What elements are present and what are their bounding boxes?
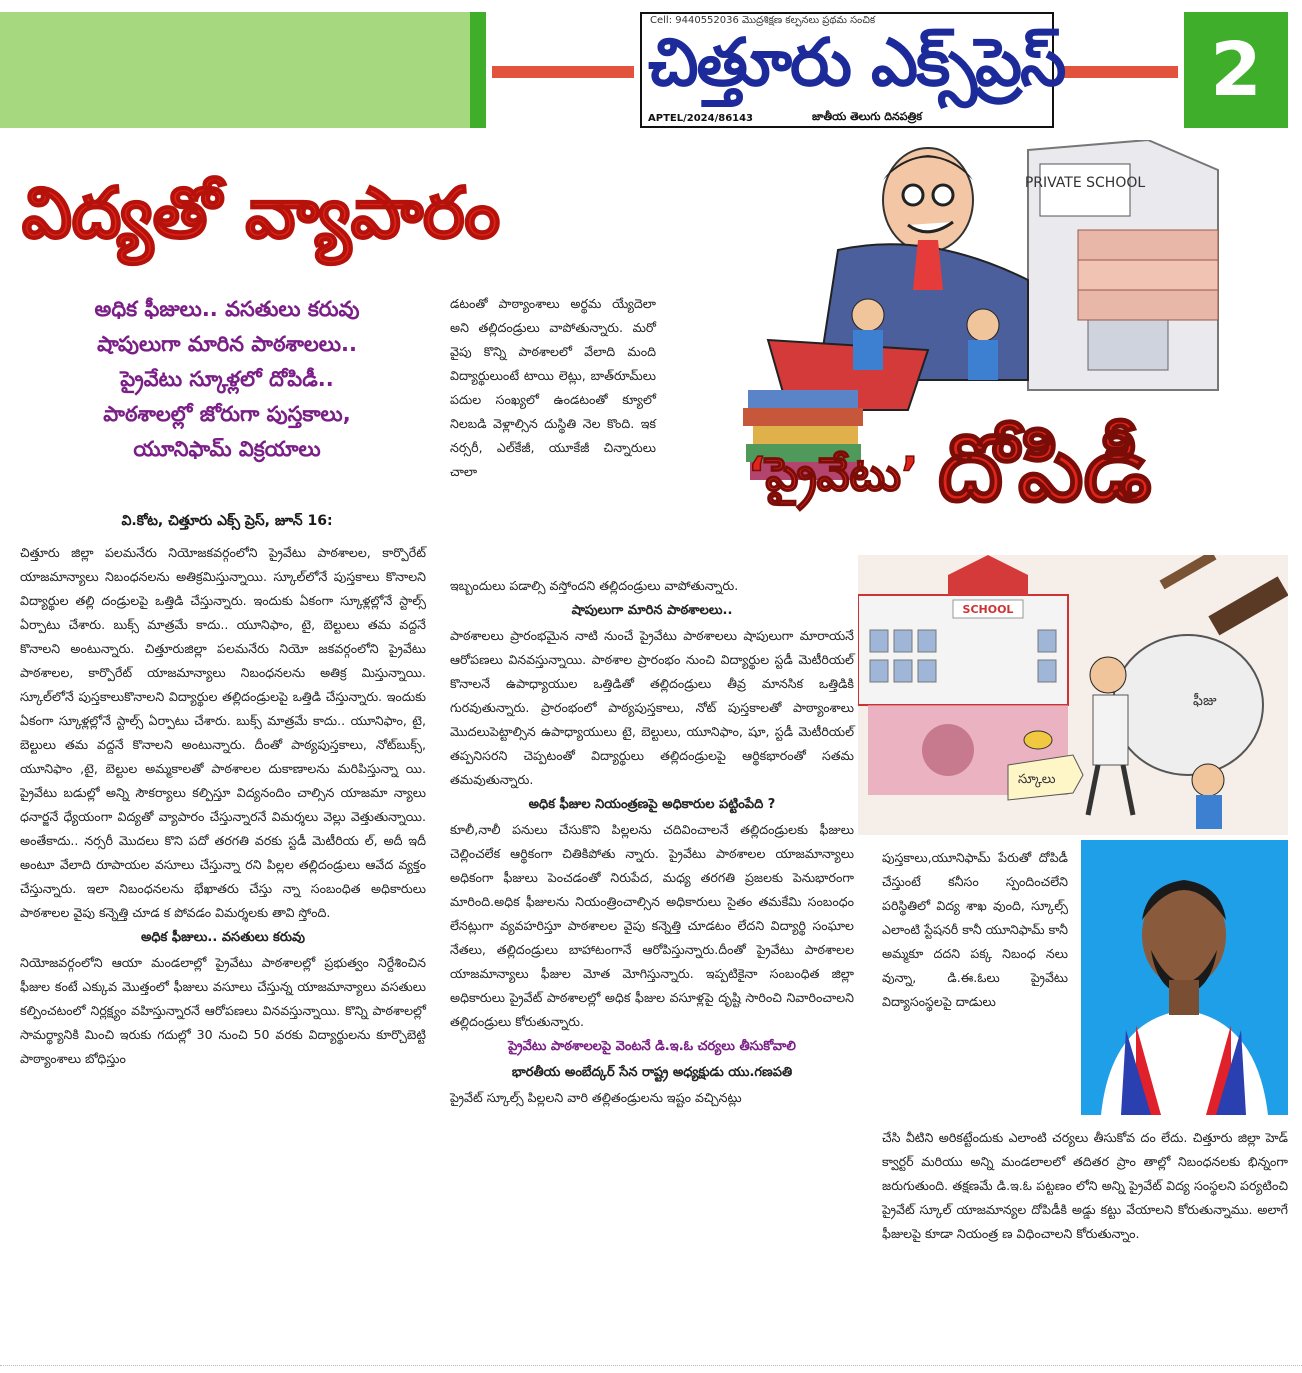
arrow-sign-label: స్కూలు: [1018, 772, 1056, 787]
paragraph: పాఠశాలలు ప్రారంభమైన నాటి నుంచే ప్రైవేటు పాఠశాలలు షాపులుగా మారాయనే ఆరోపణలు వినవస్తున్నాయి. పాఠశాల ప్రారంభం నుంచి విద్యార్థుల స్టడీ మెటీరియల్ కొనాలనే ఉపాధ్యాయుల ఒత్తిడితో తల్లిదండ్రులు తీవ్ర మానసిక ఒత్తిడికి గురవుతున్నారు. ప్రారంభంలో పాఠ్యపుస్తకాలు, నోట్ పుస్తకాలతో పాఠ్యాంశాలు మొదలుపెట్టాల్సిన ఉపాధ్యాయులు టై, బెల్టులు, యూనిఫాం, షూ, స్టడీ మెటీరియల్ తప్పనిసరని చెప్పటంతో విద్యార్థులు తల్లిదండ్రులపై ఆర్థికభారంతో సతమ తమవుతున్నారు.: [450, 628, 854, 787]
masthead-tagline: జాతీయ తెలుగు దినపత్రిక: [812, 110, 922, 123]
bottom-dotted-rule: [0, 1365, 1302, 1368]
section-subhead: అధిక ఫీజులు.. వసతులు కరువు: [140, 930, 306, 945]
school-sign: SCHOOL: [962, 603, 1014, 616]
school-sign-label: PRIVATE SCHOOL: [1024, 175, 1146, 191]
article-headline: విద్యతో వ్యాపారం: [22, 172, 501, 254]
paragraph: డటంతో పాఠ్యాంశాలు అర్థమ య్యేదెలా అని తల్లిదండ్రులు వాపోతున్నారు. మరో వైపు కొన్ని పాఠశాలలో వేలాది మంది విద్యార్థులుంటే టాయి లెట్లు, బాత్‌రూమ్‌లు పదుల సంఖ్యలో ఉండటంతో క్యూలో నిలబడి వెళ్లాల్సిన దుస్థితి నెల కొంది. ఇక నర్సరీ, ఎల్‌కేజీ, యూకేజీ చిన్నారులు చాలా: [450, 296, 656, 479]
section-subhead: ప్రైవేటు పాఠశాలలపై వెంటనే డి.ఇ.ఓ చర్యలు తీసుకోవాలి: [508, 1039, 796, 1054]
ganapathi-photo: [1081, 840, 1288, 1115]
page-number: 2: [1184, 12, 1288, 128]
paragraph: కూలీ,నాలీ పనులు చేసుకొని పిల్లలను చదివించాలనే తల్లిదండ్రులకు ఫీజులు చెల్లించలేక ఆర్థికంగా చితికిపోతు న్నారు. ప్రైవేటు పాఠశాలల యాజమాన్యాలు అధికంగా ఫీజులు పెంచడంతో నిరుపేద, మధ్య తరగతి ప్రజలకు పెనుభారంగా మారింది.అధిక ఫీజులను నియంత్రించాల్సిన అధికారులు సైతం తమకేమి సంబంధం లేనట్లుగా వ్యవహరిస్తూ పాఠశాలల వైపు కన్నెత్తి చూడటం లేదని విద్యార్థి సంఘాల నేతలు, తల్లిదండ్రులు బాహాటంగానే ఆరోపిస్తున్నారు.దీంతో ప్రైవేటు పాఠశాలల యాజమాన్యాలు ఫీజుల మోత మోగిస్తున్నారు. ఇప్పటికైనా సంబంధిత జిల్లా అధికారులు ప్రైవేట్ పాఠశాలల్లో అధిక ఫీజుల వసూళ్లపై దృష్టి సారించి నివారించాలని తల్లిదండ్రులు కోరుతున్నారు.: [450, 822, 854, 1029]
article-column-3: [882, 1126, 1288, 1246]
masthead: [640, 12, 1065, 128]
article-column-2-top: [450, 292, 656, 484]
dateline: వి.కోట, చిత్తూరు ఎక్స్ ప్రెస్, జూన్ 16:: [121, 513, 333, 529]
paragraph: ఇబ్బందులు పడాల్సి వస్తోందని తల్లిదండ్రులు వాపోతున్నారు.: [450, 578, 739, 593]
paragraph: నియోజవర్గంలోని ఆయా మండలాల్లో ప్రైవేటు పాఠశాలల్లో ప్రభుత్వం నిర్దేశించిన ఫీజుల కంటే ఎక్కువ మొత్తంలో ఫీజులు వసూలు చేస్తున్న యాజమాన్యాలు వసతులు కల్పించటంలో నిర్లక్ష్యం వహిస్తున్నారనే ఆరోపణలు వినవస్తున్నాయి. కొన్ని పాఠశాలల్లో సామర్థ్యానికి మించి ఇరుకు గదుల్లో 30 నుంచి 50 వరకు విద్యార్థులను కూర్చొబెట్టి పాఠ్యాంశాలు బోధిస్తుం: [20, 955, 426, 1066]
subhead-line: పాఠశాలల్లో జోరుగా పుస్తకాలు,: [103, 402, 351, 426]
sack-label: ఫీజు: [1193, 693, 1217, 709]
article-column-1: [20, 541, 426, 1071]
paragraph: చిత్తూరు జిల్లా పలమనేరు నియోజకవర్గంలోని ప్రైవేటు పాఠశాలల, కార్పొరేట్ యాజమాన్యాలు నిబంధనలను అతిక్రమిస్తున్నాయి. స్కూల్‌లోనే పుస్తకాలు కొనాలని విద్యార్థుల తల్లి దండ్రులపై ఒత్తిడి చేస్తున్నారు. ఇందుకు ఏకంగా స్కూళ్లల్లోనే స్టాల్స్ ఏర్పాటు చేశారు. బుక్స్ మాత్రమే కాదు.. యూనిఫాం, టై, బెల్టులు తమ వద్దనే కొనాలని అంటున్నారు. చిత్తూరుజిల్లా పలమనేరు నియో జకవర్గంలోని ప్రైవేటు పాఠశాలల, కార్పొరేట్ యాజమాన్యాలు నిబంధనలను అతిక్ర మిస్తున్నాయి. స్కూల్‌లోనే పుస్తకాలుకొనాలని విద్యార్థుల తల్లిదండ్రులపై ఒత్తిడి చేస్తున్నారు. ఇందుకు ఏకంగా స్కూళ్లల్లోనే స్టాల్స్ ఏర్పాటు చేశారు. బుక్స్ మాత్రమే కాదు.. యూనిఫాం, టై, బెల్టులు తమ వద్దనే కొనాలని అంటున్నారు. దీంతో పాఠ్యపుస్తకాలు, నోట్‌బుక్స్, యూనిఫాం ,టై, బెల్టుల అమ్మకాలతో పాఠశాలల దుకాణాలను మరిపిస్తున్నా యి. ప్రైవేటు బడుల్లో అన్ని సౌకర్యాలు కల్పిస్తూ విద్యనందిం చాల్సిన యాజమా న్యాలు ధనార్జనే ధ్యేయంగా విద్యతో వ్యాపారం చేస్తున్నారనే విమర్శలు వెల్లు వెత్తుతున్నాయి. అంతేకాదు.. నర్సరీ మొదలు కొని పదో తరగతి వరకు స్టడీ మెటీరియ ల్, అదీ ఇదీ అంటూ వేలాది రూపాయల వసూలు చేస్తున్నా రని పిల్లల తల్లిదండ్రులు ఆవేద వ్యక్తం చేస్తున్నారు. ఇలా నిబంధనలను భేఖాతరు చేస్తు న్నా సంబంధిత అధికారులు పాఠశాలల వైపు కన్నెత్తి చూడ క పోవడం విమర్శలకు తావి స్తోంది.: [20, 545, 426, 920]
header-green-strip: [470, 12, 486, 128]
cartoon-caption-quote: ‘ప్రైవేటు’: [748, 447, 919, 501]
article-subheads: [22, 292, 432, 467]
school-fees-illustration: [858, 555, 1288, 835]
header-rule-left: [492, 66, 634, 78]
masthead-registration: APTEL/2024/86143: [648, 113, 754, 124]
article-column-3-top: [882, 846, 1068, 1014]
subhead-line: అధిక ఫీజులు.. వసతులు కరువు: [94, 297, 360, 321]
cartoon-illustration: [728, 140, 1234, 528]
subhead-line: ప్రైవేటు స్కూళ్లలో దోపిడీ..: [120, 367, 334, 391]
paragraph: చేసి వీటిని అరికట్టేందుకు ఎలాంటి చర్యలు తీసుకోవ దం లేదు. చిత్తూరు జిల్లా హెడ్ క్వార్టర్ మరియు అన్ని మండలాలలో తదితర ప్రాం తాల్లో నిబంధనలకు భిన్నంగా జరుగుతుంది. తక్షణమే డి.ఇ.ఓ పట్టణం లోని అన్ని ప్రైవేట్ విద్య సంస్థలని పర్యటించి ప్రైవేట్ స్కూల్ యాజమాన్యల దోపిడీకి అడ్డు కట్టు వేయాలని కోరుతున్నాము. అలాగే ఫీజులపై కూడా నియంత్ర ణ విధించాలని కోరుతున్నాం.: [882, 1130, 1288, 1241]
header-rule-right: [1060, 66, 1178, 78]
section-subhead: అధిక ఫీజుల నియంత్రణపై అధికారుల పట్టింపేది ?: [528, 797, 776, 812]
subhead-line: షాపులుగా మారిన పాఠశాలలు..: [97, 332, 357, 356]
cartoon-caption-main: దోపిడీ: [938, 415, 1152, 522]
paragraph: ప్రైవేట్ స్కూల్స్ పిల్లలని వారి తల్లితండ్రులను ఇష్టం వచ్చినట్లు: [450, 1090, 742, 1105]
paragraph: పుస్తకాలు,యూనిఫామ్ పేరుతో దోపిడీ చేస్తుంటే కనీసం స్పందించలేని పరిస్థితిలో విద్య శాఖ వుంది, స్కూల్స్ ఎలాంటి స్టేషనరీ కానీ యూనిఫామ్ కానీ అమ్మకూ దదని పక్క నిబంధ నలు వున్నా, డి.ఈ.ఓలు ప్రైవేటు విద్యాసంస్థలపై దాడులు: [882, 850, 1068, 1009]
article-column-2: [450, 574, 854, 1110]
header-green-band: [0, 12, 470, 128]
masthead-title: చిత్తూరు ఎక్స్‌ప్రెస్: [648, 24, 1065, 101]
section-subhead: షాపులుగా మారిన పాఠశాలలు..: [571, 603, 733, 618]
subhead-line: యూనిఫామ్ విక్రయాలు: [133, 437, 321, 461]
masthead-contact-line: Cell: 9440552036 మొద్రశిక్షణ కల్పనలు ప్రథమ సంచిక: [650, 15, 876, 26]
section-subhead: భారతీయ అంబేద్కర్ సేన రాష్ట్ర అధ్యక్షుడు యు.గణపతి: [511, 1065, 793, 1080]
